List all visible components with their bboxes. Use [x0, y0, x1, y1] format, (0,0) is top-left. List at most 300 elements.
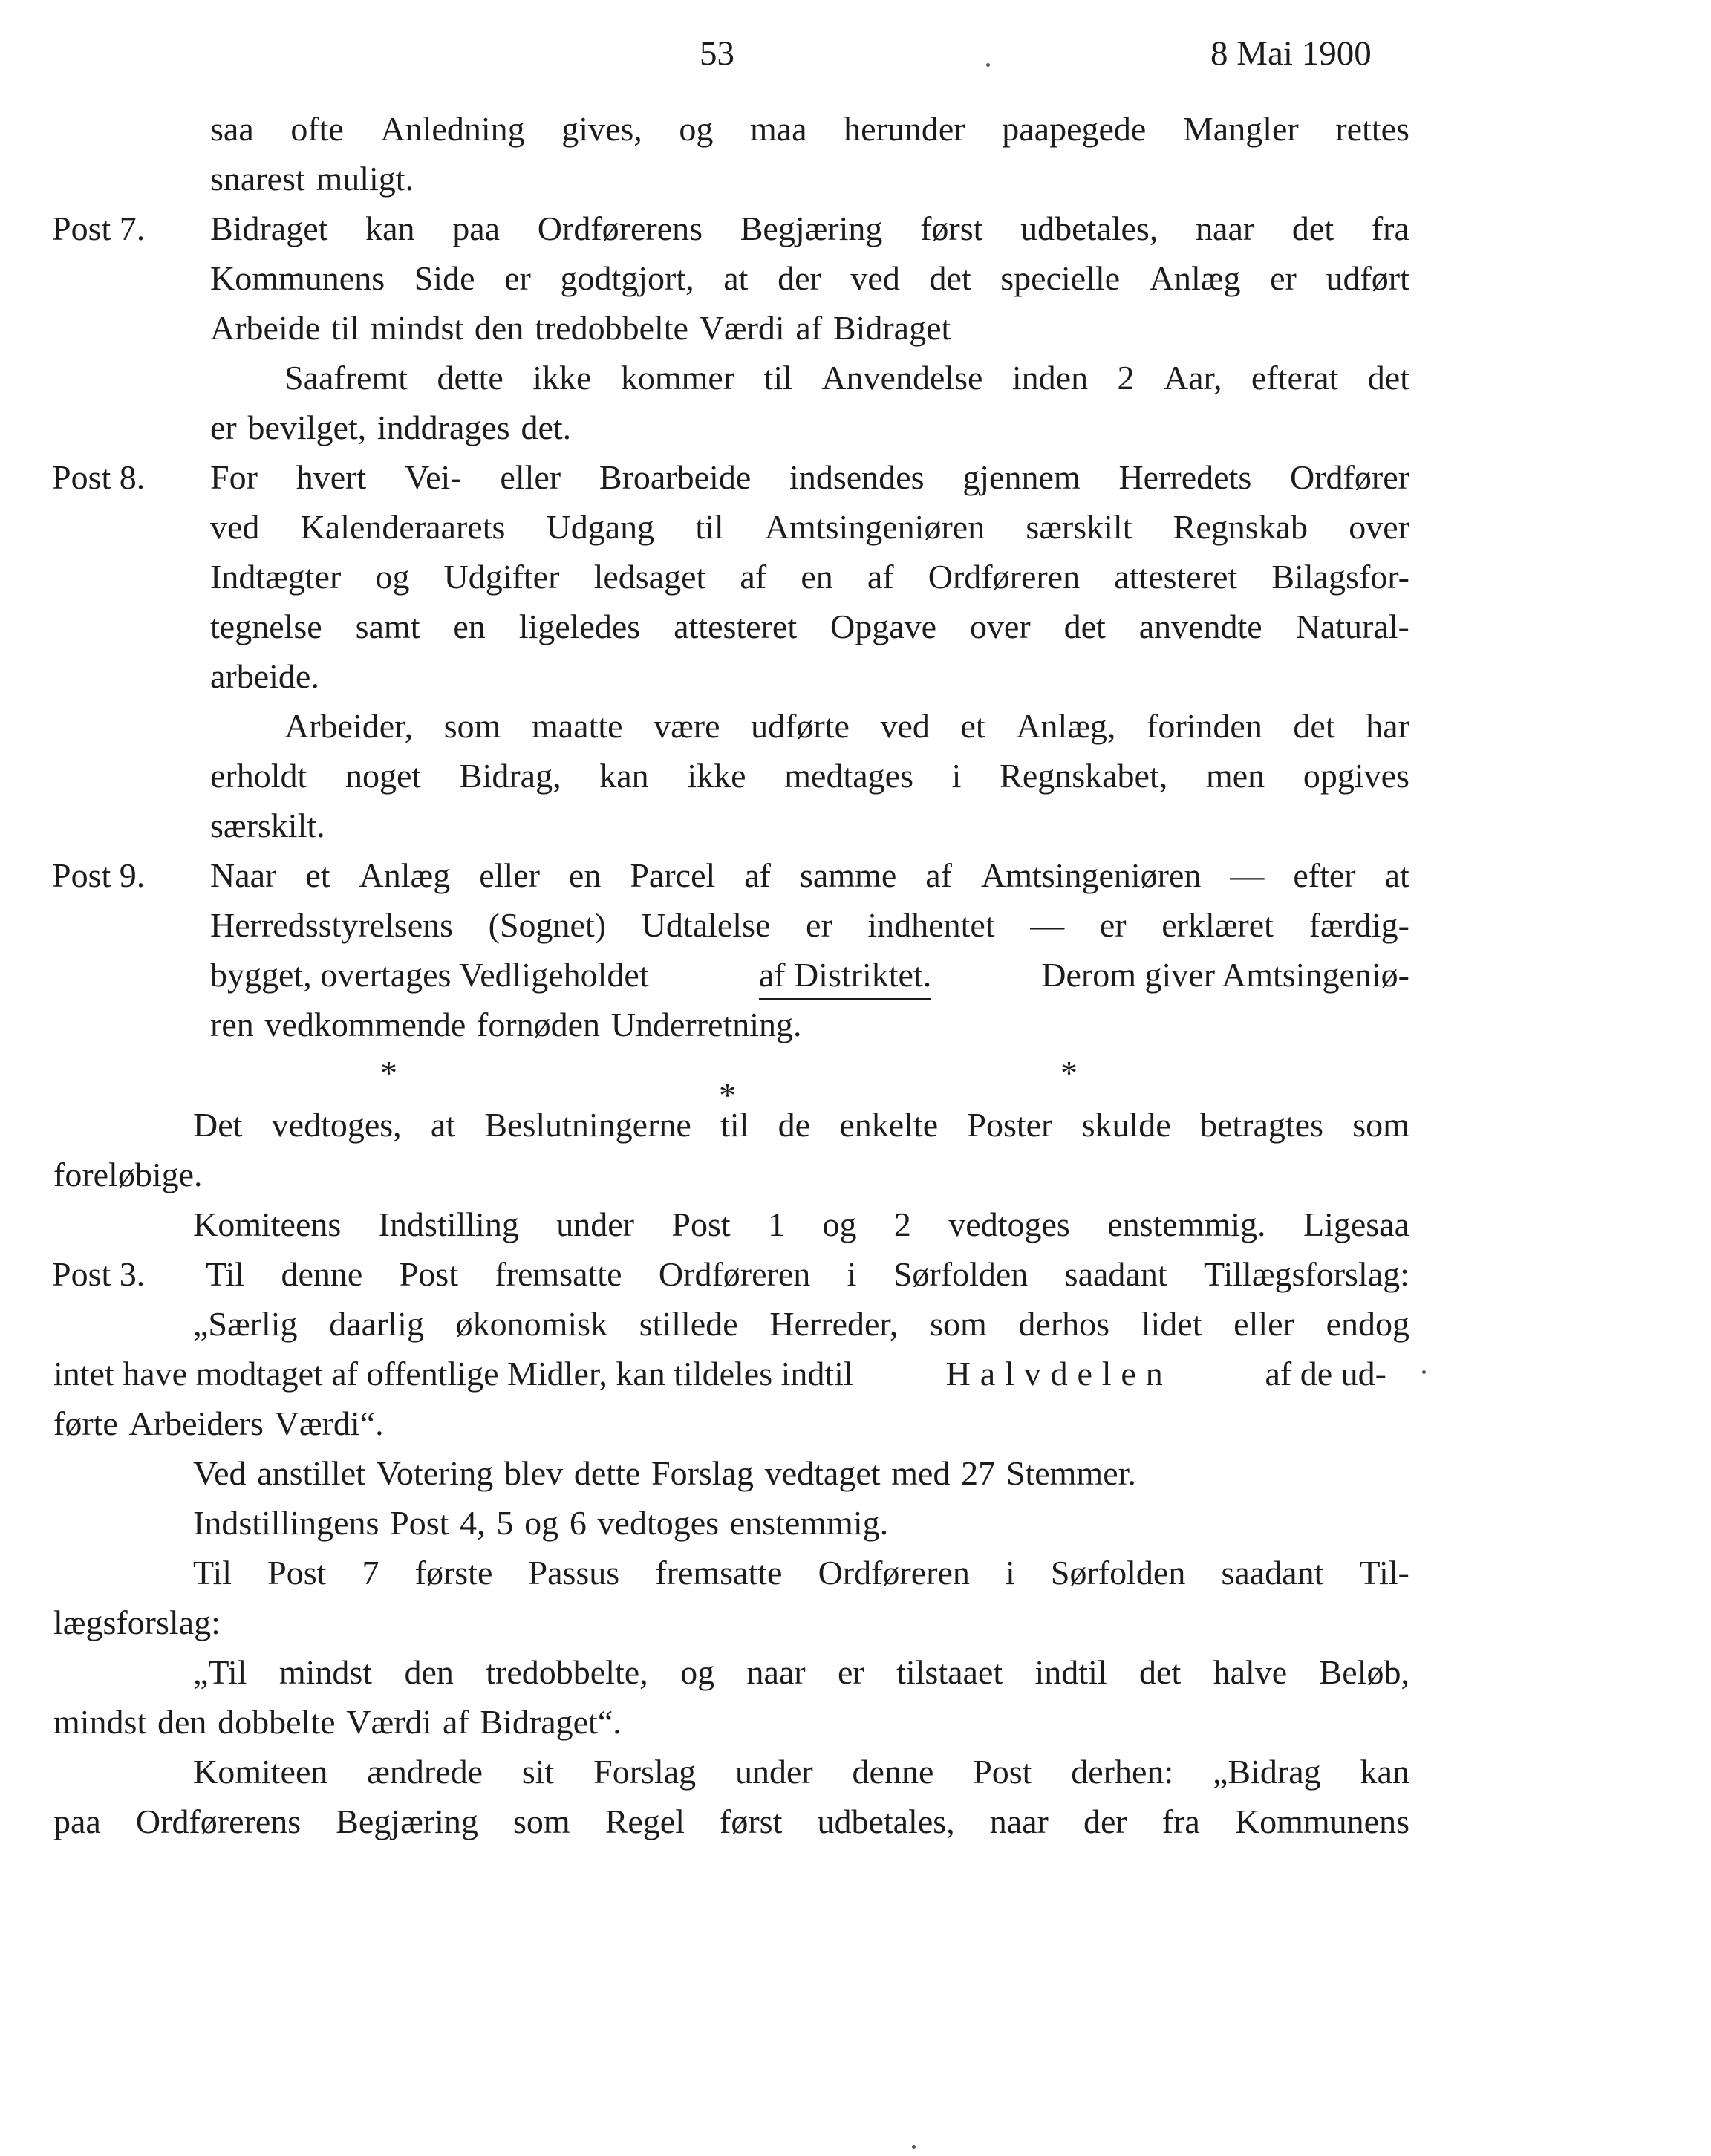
- word: Bidraget: [832, 309, 951, 347]
- word: noget: [345, 757, 422, 795]
- word: og: [679, 110, 714, 148]
- word: 27: [961, 1454, 996, 1492]
- word: til: [720, 1106, 749, 1144]
- word: en: [453, 608, 486, 645]
- word: Arbeider,: [284, 707, 414, 745]
- word: og: [524, 1504, 559, 1542]
- word: 1: [768, 1205, 786, 1243]
- word: dobbelte: [218, 1703, 336, 1741]
- word: Ordføreren: [928, 558, 1081, 596]
- word: inden: [1011, 359, 1089, 397]
- word: Sørfolden: [1050, 1554, 1186, 1592]
- word: de: [778, 1106, 811, 1144]
- word: tegnelse: [210, 608, 322, 645]
- word: i: [847, 1255, 857, 1293]
- word: Kalenderaarets: [300, 508, 506, 546]
- word: Begjæring: [336, 1802, 478, 1840]
- word: over: [969, 608, 1031, 645]
- word: Forslag: [593, 1753, 697, 1791]
- word: eller: [479, 856, 540, 894]
- line-text: [193, 1100, 1409, 1150]
- word: tredobbelte,: [486, 1653, 648, 1691]
- word: i: [951, 757, 962, 795]
- word: Post: [267, 1554, 327, 1592]
- word: vedtoges: [597, 1504, 720, 1542]
- word: muligt.: [316, 160, 414, 198]
- word: erklæret: [1161, 906, 1274, 944]
- word: at: [1384, 856, 1409, 894]
- line-text: [193, 1448, 1136, 1499]
- word: Votering: [376, 1454, 494, 1492]
- word: vedtoges,: [271, 1106, 402, 1144]
- word: —: [1030, 906, 1065, 944]
- line-with-underline: [210, 950, 1409, 1000]
- word: kommer: [620, 359, 735, 397]
- word: under: [556, 1205, 634, 1243]
- word: „Bidrag: [1213, 1753, 1321, 1791]
- word: skulde: [1081, 1106, 1171, 1144]
- word: attesteret: [674, 608, 798, 645]
- line-text: [210, 1000, 802, 1050]
- word: naar: [989, 1802, 1049, 1840]
- word: ikke: [687, 757, 746, 795]
- word: stillede: [639, 1305, 738, 1343]
- word: endog: [1326, 1305, 1409, 1343]
- word: Mangler: [1182, 110, 1299, 148]
- post-label: Post 8.: [52, 458, 146, 496]
- word: hvert: [296, 458, 367, 496]
- word: Bidraget: [210, 209, 328, 247]
- word: Indtægter: [210, 558, 342, 596]
- word: Anvendelse: [821, 359, 983, 397]
- word: Naar: [210, 856, 277, 894]
- word: Til: [193, 1554, 232, 1592]
- word: først: [920, 209, 983, 247]
- header-date: 8 Mai 1900: [1210, 34, 1372, 73]
- word: Beslutningerne: [484, 1106, 691, 1144]
- word: inddrages: [377, 408, 510, 446]
- word: indsendes: [789, 458, 925, 496]
- word: anvendte: [1138, 608, 1262, 645]
- word: Anlæg: [1149, 259, 1241, 297]
- word: der: [778, 259, 821, 297]
- word: det: [1291, 209, 1334, 247]
- word: over: [1349, 508, 1409, 546]
- word: samt: [355, 608, 420, 645]
- word: Ordførerens: [135, 1802, 302, 1840]
- word: Komiteen: [193, 1753, 328, 1791]
- word: og: [822, 1205, 857, 1243]
- word: denne: [852, 1753, 934, 1791]
- word: mindst: [370, 309, 464, 347]
- word: derhen:: [1071, 1753, 1174, 1791]
- word: Passus: [528, 1554, 620, 1592]
- word: Regnskab: [1173, 508, 1308, 546]
- line-text: [53, 1797, 1409, 1847]
- post-label: Post 3.: [52, 1255, 146, 1293]
- line-text: [53, 1398, 384, 1449]
- word: som: [443, 707, 501, 745]
- word: Underretning.: [610, 1006, 802, 1043]
- word: saa: [210, 110, 254, 148]
- word: ren: [210, 1006, 254, 1043]
- word: kan: [599, 757, 649, 795]
- word: er: [806, 906, 832, 944]
- word: paa: [452, 209, 501, 247]
- word: særskilt: [1026, 508, 1132, 546]
- post-label: Post 9.: [52, 856, 146, 894]
- word: lægsforslag:: [53, 1603, 221, 1641]
- word: specielle: [1000, 259, 1121, 297]
- word: færdig-: [1308, 906, 1409, 944]
- word: af: [925, 856, 953, 894]
- word: Til-: [1359, 1554, 1409, 1592]
- line-text: [193, 1299, 1409, 1349]
- word: efterat: [1251, 359, 1339, 397]
- word: indhentet: [867, 906, 995, 944]
- emphasized-text: Halvdelen: [945, 1355, 1173, 1393]
- word: sit: [521, 1753, 555, 1791]
- word: særskilt.: [210, 807, 325, 844]
- word: Stemmer.: [1006, 1454, 1136, 1492]
- word: udbetales,: [817, 1802, 955, 1840]
- word: Begjæring: [740, 209, 883, 247]
- word: ligeledes: [518, 608, 641, 645]
- word: men: [1205, 757, 1265, 795]
- word: det.: [521, 408, 572, 446]
- word: første: [414, 1554, 493, 1592]
- word: gjennem: [962, 458, 1081, 496]
- word: af: [867, 558, 894, 596]
- word: fremsatte: [495, 1255, 622, 1293]
- word: tilstaaet: [896, 1653, 1003, 1691]
- word: enkelte: [839, 1106, 939, 1144]
- word: er: [1099, 906, 1127, 944]
- word: den: [157, 1703, 207, 1741]
- word: paapegede: [1002, 110, 1147, 148]
- word: mindst: [53, 1703, 147, 1741]
- word: daarlig: [329, 1305, 424, 1343]
- word: Natural-: [1295, 608, 1409, 645]
- word: Post: [973, 1753, 1032, 1791]
- word: saadant: [1064, 1255, 1167, 1293]
- word: en: [568, 856, 602, 894]
- word: snarest: [210, 160, 305, 198]
- word: herunder: [844, 110, 965, 148]
- word: 5: [496, 1504, 514, 1542]
- word: paa: [53, 1802, 101, 1840]
- word: anstillet: [257, 1454, 365, 1492]
- text-segment: af de ud-: [1265, 1355, 1386, 1393]
- word: naar: [746, 1653, 806, 1691]
- line-text: [193, 1747, 1409, 1797]
- word: Arbeide: [210, 309, 321, 347]
- word: Bidraget“.: [480, 1703, 622, 1741]
- line-text: [193, 1498, 888, 1548]
- word: Forslag: [651, 1454, 754, 1492]
- word: Ordføreren: [818, 1554, 970, 1592]
- word: arbeide.: [210, 657, 319, 695]
- word: vedtaget: [764, 1454, 881, 1492]
- word: Anlæg,: [1016, 707, 1116, 745]
- word: (Sognet): [488, 906, 607, 944]
- word: 4,: [460, 1504, 486, 1542]
- word: under: [734, 1753, 813, 1791]
- word: dette: [437, 359, 503, 397]
- word: Broarbeide: [599, 458, 752, 496]
- word: et: [305, 856, 330, 894]
- separator-star: *: [1060, 1054, 1078, 1092]
- word: er: [837, 1653, 864, 1691]
- word: „Særlig: [193, 1305, 298, 1343]
- word: med: [891, 1454, 951, 1492]
- word: blev: [503, 1454, 564, 1492]
- word: „Til: [193, 1653, 247, 1691]
- word: det: [1293, 707, 1335, 745]
- word: Regnskabet,: [1000, 757, 1168, 795]
- word: attesteret: [1114, 558, 1238, 596]
- line-text: [210, 850, 1409, 901]
- line-text: [193, 1548, 1409, 1598]
- word: førte: [53, 1404, 118, 1442]
- word: til: [763, 359, 792, 397]
- word: Det: [193, 1106, 243, 1144]
- word: enstemmig.: [729, 1504, 889, 1542]
- word: af: [744, 856, 771, 894]
- word: saadant: [1221, 1554, 1324, 1592]
- word: at: [430, 1106, 456, 1144]
- word: lidet: [1141, 1305, 1202, 1343]
- word: 7: [362, 1554, 379, 1592]
- word: For: [210, 458, 258, 496]
- word: eller: [500, 458, 561, 496]
- word: betragtes: [1199, 1106, 1323, 1144]
- word: eller: [1233, 1305, 1294, 1343]
- line-with-spaced-word: [53, 1349, 1386, 1399]
- word: Komiteens: [193, 1205, 342, 1243]
- word: er: [210, 408, 237, 446]
- line-text: [206, 1249, 1409, 1300]
- word: fornøden: [477, 1006, 601, 1043]
- word: Herredsstyrelsens: [210, 906, 454, 944]
- scan-speck: [1422, 1370, 1426, 1374]
- underlined-text: af Distriktet.: [759, 950, 932, 1000]
- word: er: [504, 259, 531, 297]
- word: Ordførerens: [537, 209, 703, 247]
- word: ved: [880, 707, 930, 745]
- word: som: [930, 1305, 987, 1343]
- word: Kommunens: [210, 259, 385, 297]
- word: Kommunens: [1234, 1802, 1409, 1840]
- word: rettes: [1335, 110, 1409, 148]
- scan-speck: [912, 2145, 916, 2149]
- word: Værdi“.: [274, 1404, 384, 1442]
- word: til: [695, 508, 724, 546]
- word: Side: [414, 259, 475, 297]
- word: Regel: [604, 1802, 685, 1840]
- word: som: [1352, 1106, 1409, 1144]
- line-text: [193, 1199, 1409, 1250]
- word: fra: [1161, 1802, 1200, 1840]
- word: halve: [1213, 1653, 1288, 1691]
- line-text: [210, 552, 1409, 602]
- word: ikke: [532, 359, 592, 397]
- word: Ordføreren: [658, 1255, 811, 1293]
- word: fremsatte: [655, 1554, 783, 1592]
- word: foreløbige.: [53, 1156, 203, 1193]
- word: at: [723, 259, 749, 297]
- word: Amtsingeniøren: [764, 508, 985, 546]
- line-text: [210, 253, 1409, 304]
- word: denne: [281, 1255, 363, 1293]
- word: er: [1270, 259, 1297, 297]
- word: kan: [365, 209, 415, 247]
- word: Indstillingens: [193, 1504, 379, 1542]
- word: Indstilling: [378, 1205, 519, 1243]
- word: af: [795, 309, 823, 347]
- text-segment: bygget, overtages Vedligeholdet: [210, 956, 649, 994]
- word: og: [680, 1653, 715, 1691]
- word: kan: [1360, 1753, 1409, 1791]
- word: det: [1367, 359, 1409, 397]
- word: som: [512, 1802, 570, 1840]
- word: udførte: [751, 707, 850, 745]
- page-number: 53: [700, 34, 734, 73]
- word: 2: [1117, 359, 1135, 397]
- word: Værdi: [346, 1703, 432, 1741]
- word: Parcel: [630, 856, 716, 894]
- word: det: [1139, 1653, 1182, 1691]
- line-text: [210, 303, 951, 354]
- word: Poster: [967, 1106, 1053, 1144]
- line-text: [210, 154, 414, 204]
- word: af: [740, 558, 767, 596]
- word: —: [1230, 856, 1265, 894]
- line-text: [193, 1647, 1409, 1698]
- word: 2: [893, 1205, 911, 1243]
- word: til: [330, 309, 360, 347]
- word: det: [929, 259, 971, 297]
- word: naar: [1196, 209, 1255, 247]
- word: den: [404, 1653, 454, 1691]
- text-segment: intet have modtaget af offentlige Midler, kan tildeles indtil: [53, 1355, 853, 1393]
- word: først: [720, 1802, 783, 1840]
- word: godtgjort,: [560, 259, 694, 297]
- word: indtil: [1034, 1653, 1107, 1691]
- word: fra: [1371, 209, 1409, 247]
- word: gives,: [561, 110, 642, 148]
- word: vedkommende: [264, 1006, 466, 1043]
- word: Herreder,: [769, 1305, 899, 1343]
- word: Sørfolden: [893, 1255, 1029, 1293]
- word: Ordfører: [1290, 458, 1409, 496]
- word: mindst: [278, 1653, 373, 1691]
- word: af: [442, 1703, 469, 1741]
- word: ved: [850, 259, 900, 297]
- word: opgives: [1303, 757, 1409, 795]
- word: Værdi: [699, 309, 785, 347]
- word: efter: [1293, 856, 1356, 894]
- word: derhos: [1018, 1305, 1110, 1343]
- word: Beløb,: [1319, 1653, 1409, 1691]
- word: Amtsingeniøren: [981, 856, 1202, 894]
- line-text: [210, 104, 1409, 154]
- word: Post: [390, 1504, 449, 1542]
- word: ændrede: [367, 1753, 483, 1791]
- word: Vei-: [404, 458, 462, 496]
- word: Bidrag,: [459, 757, 561, 795]
- line-text: [284, 701, 1409, 752]
- post-label: Post 7.: [52, 209, 146, 247]
- text-segment: Derom giver Amtsingeniø-: [1041, 956, 1409, 994]
- line-text: [284, 353, 1409, 403]
- word: det: [1063, 608, 1106, 645]
- word: Udgifter: [443, 558, 560, 596]
- separator-star: *: [380, 1054, 397, 1092]
- word: udført: [1326, 259, 1409, 297]
- line-text: [210, 651, 319, 702]
- word: Ligesaa: [1303, 1205, 1409, 1243]
- word: medtages: [784, 757, 913, 795]
- line-text: [53, 1598, 221, 1648]
- word: Herredets: [1118, 458, 1252, 496]
- word: enstemmig.: [1107, 1205, 1266, 1243]
- word: tredobbelte: [535, 309, 688, 347]
- word: vedtoges: [948, 1205, 1070, 1243]
- line-text: [210, 751, 1409, 801]
- word: Anlæg: [359, 856, 451, 894]
- word: der: [1083, 1802, 1127, 1840]
- word: Arbeiders: [128, 1404, 264, 1442]
- word: Post: [399, 1255, 458, 1293]
- word: Tillægsforslag:: [1204, 1255, 1409, 1293]
- separator-star: *: [719, 1076, 736, 1114]
- word: være: [654, 707, 720, 745]
- word: Aar,: [1163, 359, 1222, 397]
- word: økonomisk: [455, 1305, 608, 1343]
- scan-speck: [986, 63, 990, 67]
- word: dette: [573, 1454, 641, 1492]
- word: en: [801, 558, 833, 596]
- line-text: [210, 203, 1409, 254]
- line-text: [210, 452, 1409, 503]
- word: ved: [210, 508, 260, 546]
- word: Til: [206, 1255, 245, 1293]
- word: Anledning: [380, 110, 525, 148]
- word: Opgave: [830, 608, 937, 645]
- word: ledsaget: [593, 558, 706, 596]
- word: erholdt: [210, 757, 307, 795]
- word: den: [474, 309, 524, 347]
- word: maatte: [531, 707, 623, 745]
- word: Post: [671, 1205, 731, 1243]
- word: og: [375, 558, 410, 596]
- word: Ved: [193, 1454, 247, 1492]
- word: Udtalelse: [641, 906, 771, 944]
- line-text: [210, 403, 571, 453]
- word: ofte: [290, 110, 344, 148]
- word: Bilagsfor-: [1271, 558, 1409, 596]
- word: har: [1366, 707, 1409, 745]
- word: et: [960, 707, 985, 745]
- word: udbetales,: [1020, 209, 1158, 247]
- word: forinden: [1147, 707, 1262, 745]
- word: bevilget,: [247, 408, 367, 446]
- line-text: [53, 1150, 203, 1200]
- word: Saafremt: [284, 359, 408, 397]
- word: maa: [749, 110, 807, 148]
- word: 6: [569, 1504, 587, 1542]
